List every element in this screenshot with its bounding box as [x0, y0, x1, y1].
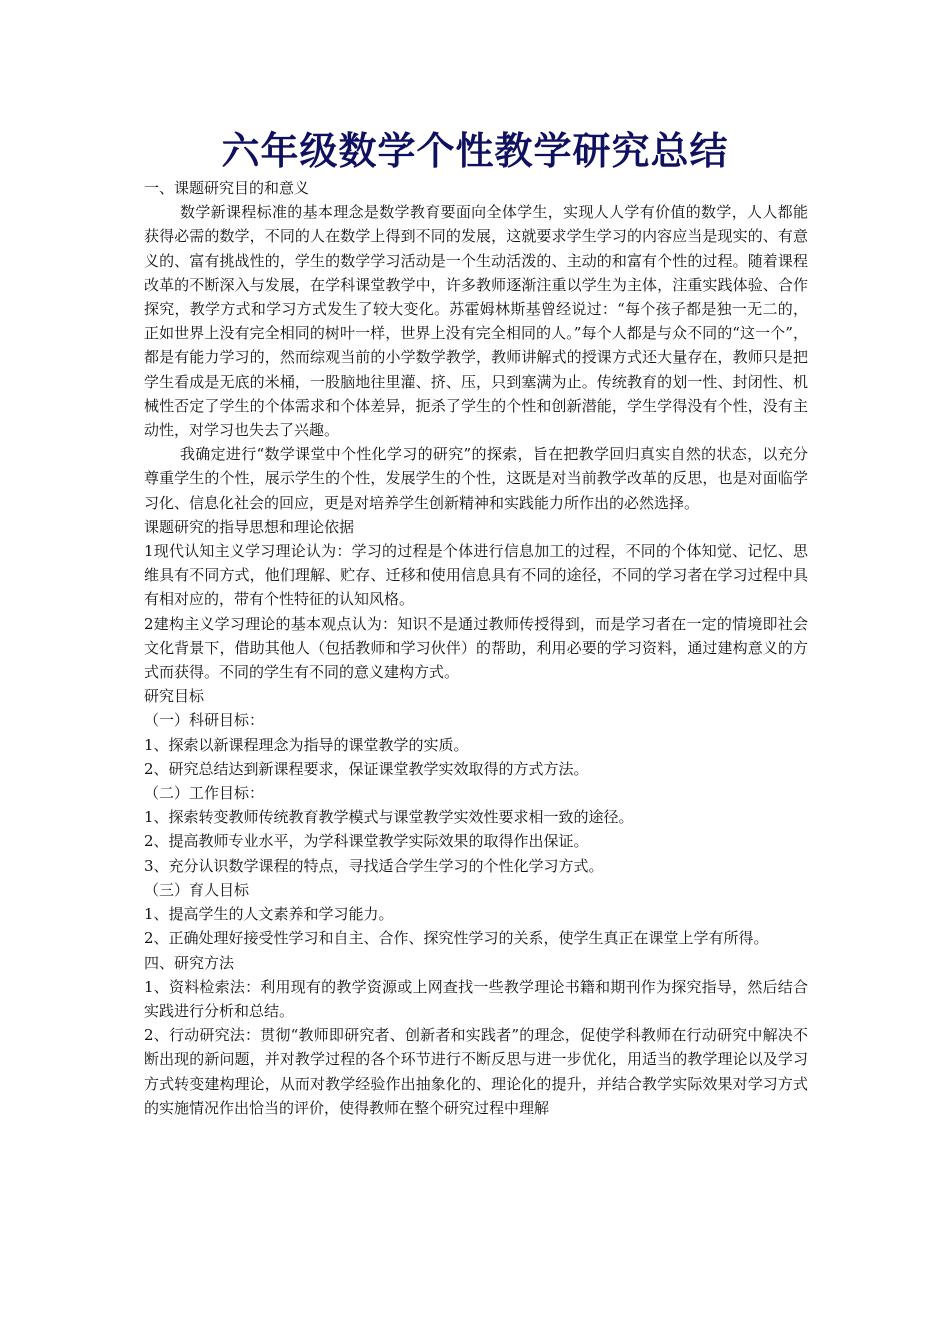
- list-item: 2、正确处理好接受性学习和自主、合作、探究性学习的关系，使学生真正在课堂上学有所得。: [144, 929, 769, 948]
- document-title: 六年级数学个性教学研究总结: [221, 129, 729, 173]
- document-body: [144, 176, 808, 1120]
- list-item: 2、研究总结达到新课程要求，保证课堂教学实效取得的方式方法。: [144, 759, 589, 778]
- section-heading: 四、研究方法: [144, 953, 235, 972]
- body-paragraph: 我确定进行“数学课堂中个性化学习的研究”的探索，旨在把教学回归真实自然的状态，以充分尊重学生的个性，展示学生的个性，发展学生的个性，这既是对当前教学改革的反思，也是对面临学习化、信息化社会的回应，更是对培养学生创新精神和实践能力所作出的必然选择。: [144, 445, 808, 512]
- body-paragraph: 1现代认知主义学习理论认为：学习的过程是个体进行信息加工的过程，不同的个体知觉、记忆、思维具有不同方式，他们理解、贮存、迁移和使用信息具有不同的途径，不同的学习者在学习过程中具有相对应的，带有个性特征的认知风格。: [144, 542, 808, 609]
- list-item: 1、资料检索法：利用现有的教学资源或上网查找一些教学理论书籍和期刊作为探究指导，然后结合实践进行分析和总结。: [144, 977, 808, 1020]
- list-item: 1、探索转变教师传统教育教学模式与课堂教学实效性要求相一致的途径。: [144, 808, 634, 827]
- list-item: 3、充分认识数学课程的特点，寻找适合学生学习的个性化学习方式。: [144, 856, 604, 875]
- list-item: 2、提高教师专业水平，为学科课堂教学实际效果的取得作出保证。: [144, 832, 589, 851]
- list-item: 2、行动研究法：贯彻“教师即研究者、创新者和实践者”的理念，促使学科教师在行动研究中解决不断出现的新问题，并对教学过程的各个环节进行不断反思与进一步优化，用适当的教学理论以及学习方式转变建构理论，从而对教学经验作出抽象化的、理论化的提升，并结合教学实际效果对学习方式的实施情况作出恰当的评价，使得教师在整个研究过程中理解: [144, 1026, 808, 1117]
- subsection-heading: （三）育人目标: [144, 880, 250, 899]
- section-heading: 一、课题研究目的和意义: [144, 179, 310, 197]
- section-heading: 课题研究的指导思想和理论依据: [144, 517, 355, 536]
- body-paragraph: 2建构主义学习理论的基本观点认为：知识不是通过教师传授得到，而是学习者在一定的情境即社会文化背景下，借助其他人（包括教师和学习伙伴）的帮助，利用必要的学习资料，通过建构意义的方式而获得。不同的学生有不同的意义建构方式。: [144, 614, 808, 682]
- body-paragraph: 数学新课程标准的基本理念是数学教育要面向全体学生，实现人人学有价值的数学，人人都能获得必需的数学，不同的人在数学上得到不同的发展，这就要求学生学习的内容应当是现实的、有意义的、富有挑战性的，学生的数学学习活动是一个生动活泼的、主动的和富有个性的过程。随着课程改革的不断深入与发展，在学科课堂教学中，许多教师逐渐注重以学生为主体，注重实践体验、合作探究，教学方式和学习方式发生了较大变化。苏霍姆林斯基曾经说过：“每个孩子都是独一无二的，正如世界上没有完全相同的树叶一样，世界上没有完全相同的人。”每个人都是与众不同的“这一个”，都是有能力学习的，然而综观当前的小学数学教学，教师讲解式的授课方式还大量存在，教师只是把学生看成是无底的米桶，一股脑地往里灌、挤、压，只到塞满为止。传统教育的划一性、封闭性、机械性否定了学生的个体需求和个体差异，扼杀了学生的个性和创新潜能，学生学得没有个性，没有主动性，对学习也失去了兴趣。: [144, 203, 808, 440]
- list-item: 1、探索以新课程理念为指导的课堂教学的实质。: [144, 735, 469, 754]
- list-item: 1、提高学生的人文素养和学习能力。: [144, 905, 394, 924]
- section-heading: 研究目标: [144, 687, 205, 706]
- subsection-heading: （一）科研目标：: [144, 711, 265, 730]
- subsection-heading: （二）工作目标：: [144, 784, 265, 803]
